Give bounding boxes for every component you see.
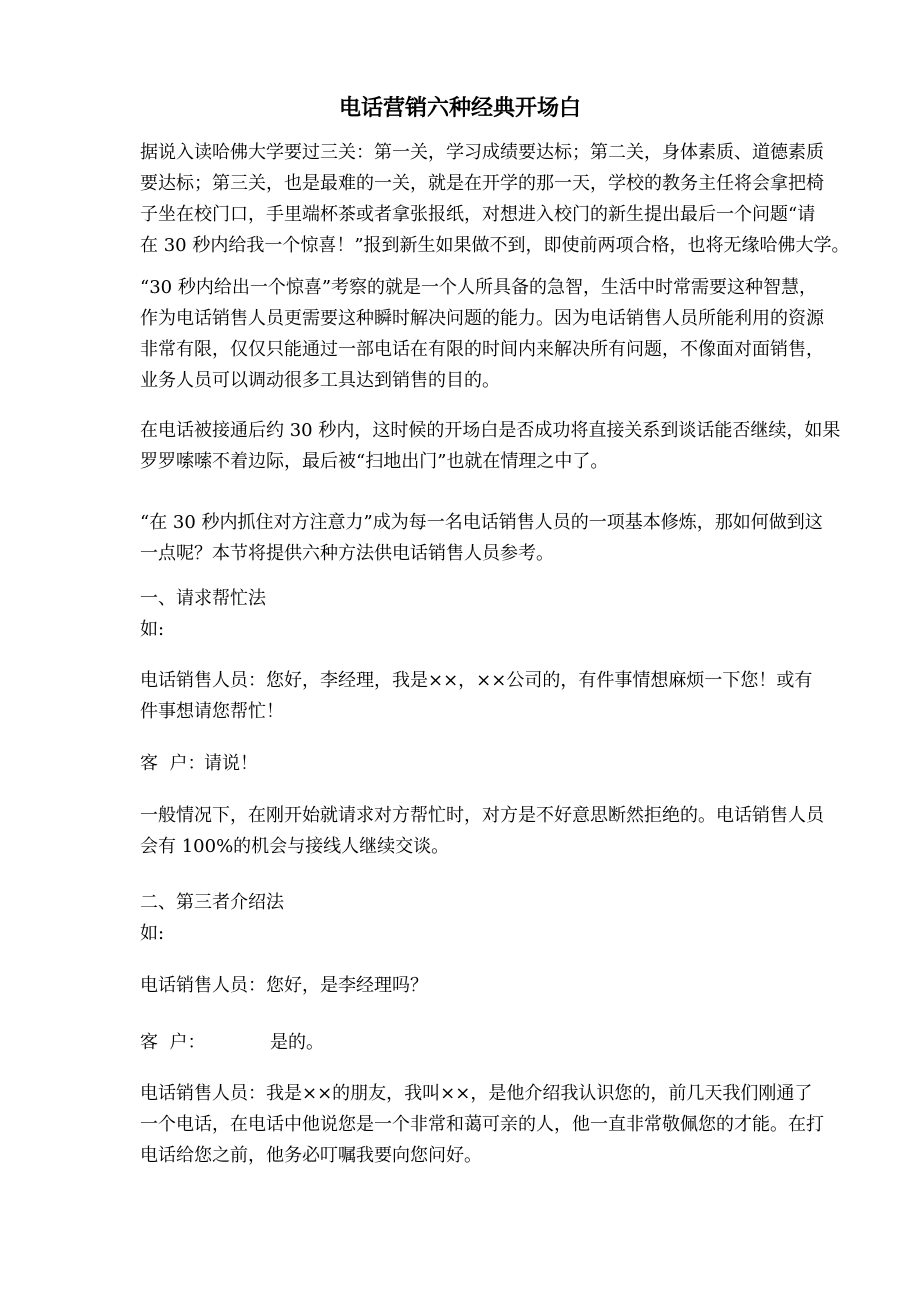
text-line: 在 30 秒内给我一个惊喜！”报到新生如果做不到，即使前两项合格，也将无缘哈佛大学。 (140, 235, 850, 256)
text-line: 电话销售人员：我是××的朋友，我叫××，是他介绍我认识您的，前几天我们刚通了 (140, 1083, 813, 1104)
text-line: 一般情况下，在刚开始就请求对方帮忙时，对方是不好意思断然拒绝的。电话销售人员 (140, 805, 824, 826)
customer-reply: 是的。 (270, 1032, 324, 1053)
section-2-sales-dialog-2 (140, 1078, 860, 1171)
text-line: “30 秒内给出一个惊喜”考察的就是一个人所具备的急智，生活中时常需要这种智慧， (140, 277, 818, 298)
section-2-heading (140, 887, 860, 949)
example-label: 如: (140, 619, 165, 640)
text-line: 非常有限，仅仅只能通过一部电话在有限的时间内来解决所有问题，不像面对面销售， (140, 339, 824, 360)
text-line: 据说入读哈佛大学要过三关：第一关，学习成绩要达标；第二关，身体素质、道德素质 (140, 142, 824, 163)
customer-reply: 请说！ (204, 753, 258, 774)
section-heading: 一、请求帮忙法 (140, 588, 266, 609)
text-line: 作为电话销售人员更需要这种瞬时解决问题的能力。因为电话销售人员所能利用的资源 (140, 308, 824, 329)
section-2-customer-dialog (140, 1027, 860, 1058)
paragraph-30-seconds (140, 272, 860, 396)
section-1-customer-dialog (140, 748, 860, 779)
text-line: 电话销售人员：您好，是李经理吗？ (140, 975, 428, 996)
section-1-note (140, 800, 860, 862)
text-line: 罗罗嗦嗦不着边际，最后被“扫地出门”也就在情理之中了。 (140, 451, 609, 472)
text-line: 一点呢？本节将提供六种方法供电话销售人员参考。 (140, 543, 554, 564)
text-line: “在 30 秒内抓住对方注意力”成为每一名电话销售人员的一项基本修炼，那如何做到这 (140, 512, 823, 533)
text-line: 会有 100%的机会与接线人继续交谈。 (140, 836, 450, 857)
text-line: 一个电话，在电话中他说您是一个非常和蔼可亲的人，他一直非常敬佩您的才能。在打 (140, 1114, 824, 1135)
section-heading: 二、第三者介绍法 (140, 892, 284, 913)
text-line: 件事想请您帮忙！ (140, 701, 284, 722)
paragraph-methods (140, 507, 860, 569)
text-line: 在电话被接通后约 30 秒内，这时候的开场白是否成功将直接关系到谈话能否继续，如果 (140, 420, 841, 441)
section-1-sales-dialog (140, 665, 860, 727)
text-line: 要达标；第三关，也是最难的一关，就是在开学的那一天，学校的教务主任将会拿把椅 (140, 173, 824, 194)
paragraph-intro (140, 137, 860, 261)
text-line: 电话销售人员：您好，李经理，我是××，××公司的，有件事情想麻烦一下您！或有 (140, 670, 813, 691)
customer-label: 客 户： (140, 1032, 206, 1053)
text-line: 业务人员可以调动很多工具达到销售的目的。 (140, 370, 500, 391)
example-label: 如: (140, 923, 165, 944)
customer-label: 客 户： (140, 753, 206, 774)
text-line: 电话给您之前，他务必叮嘱我要向您问好。 (140, 1145, 482, 1166)
section-2-sales-dialog-1 (140, 970, 860, 1001)
section-1-heading (140, 583, 860, 645)
text-line: 子坐在校门口，手里端杯茶或者拿张报纸，对想进入校门的新生提出最后一个问题“请 (140, 204, 816, 225)
paragraph-opening (140, 415, 860, 477)
document-title: 电话营销六种经典开场白 (338, 95, 581, 121)
